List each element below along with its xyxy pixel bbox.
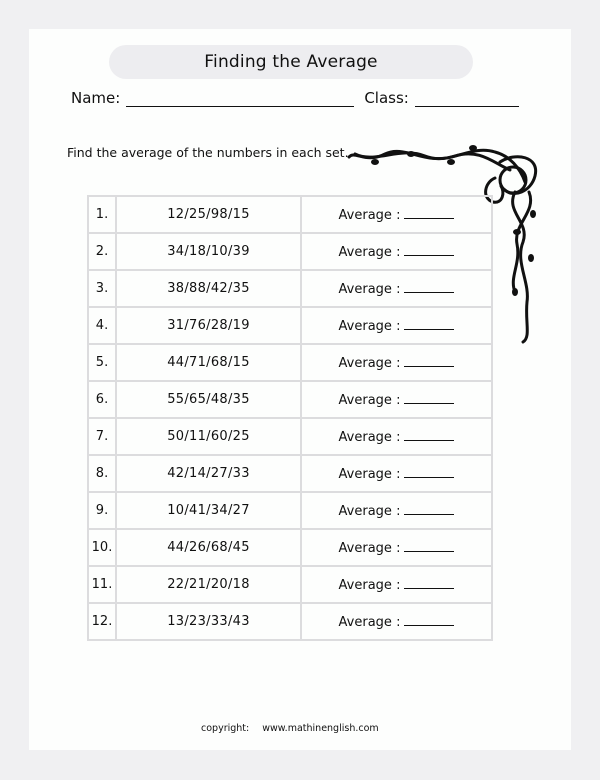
problem-number: 10. (88, 529, 116, 566)
average-label: Average : (338, 245, 401, 260)
class-label: Class: (364, 89, 409, 107)
number-set: 50/11/60/25 (116, 418, 301, 455)
table-row (88, 196, 492, 233)
number-set: 13/23/33/43 (116, 603, 301, 640)
number-set: 10/41/34/27 (116, 492, 301, 529)
title-banner (109, 45, 473, 79)
average-label: Average : (338, 467, 401, 482)
number-set: 55/65/48/35 (116, 381, 301, 418)
instructions-text: Find the average of the numbers in each set. (67, 145, 349, 160)
problem-number: 2. (88, 233, 116, 270)
table-row (88, 455, 492, 492)
problem-number: 6. (88, 381, 116, 418)
problem-number: 4. (88, 307, 116, 344)
problem-number: 8. (88, 455, 116, 492)
name-label: Name: (71, 89, 121, 107)
answer-blank[interactable] (404, 502, 454, 515)
table-row (88, 529, 492, 566)
average-cell (301, 418, 492, 455)
number-set: 44/26/68/45 (116, 529, 301, 566)
average-label: Average : (338, 430, 401, 445)
table-row (88, 233, 492, 270)
table-row (88, 307, 492, 344)
name-blank[interactable] (126, 92, 354, 107)
average-label: Average : (338, 319, 401, 334)
number-set: 42/14/27/33 (116, 455, 301, 492)
table-row (88, 492, 492, 529)
number-set: 31/76/28/19 (116, 307, 301, 344)
average-label: Average : (338, 393, 401, 408)
table-row (88, 344, 492, 381)
number-set: 38/88/42/35 (116, 270, 301, 307)
average-cell (301, 307, 492, 344)
site-link[interactable]: www.mathinenglish.com (262, 723, 379, 734)
average-cell (301, 270, 492, 307)
answer-blank[interactable] (404, 317, 454, 330)
number-set: 44/71/68/15 (116, 344, 301, 381)
name-class-row (71, 89, 519, 107)
average-label: Average : (338, 356, 401, 371)
average-label: Average : (338, 615, 401, 630)
answer-blank[interactable] (404, 391, 454, 404)
answer-blank[interactable] (404, 539, 454, 552)
answer-blank[interactable] (404, 465, 454, 478)
average-label: Average : (338, 504, 401, 519)
answer-blank[interactable] (404, 280, 454, 293)
average-label: Average : (338, 282, 401, 297)
average-label: Average : (338, 578, 401, 593)
average-cell (301, 381, 492, 418)
answer-blank[interactable] (404, 428, 454, 441)
answer-blank[interactable] (404, 576, 454, 589)
footer (201, 723, 379, 734)
average-cell (301, 603, 492, 640)
problem-number: 1. (88, 196, 116, 233)
average-cell (301, 492, 492, 529)
number-set: 12/25/98/15 (116, 196, 301, 233)
average-cell (301, 455, 492, 492)
table-row (88, 566, 492, 603)
average-cell (301, 233, 492, 270)
average-cell (301, 566, 492, 603)
problem-number: 9. (88, 492, 116, 529)
answer-blank[interactable] (404, 243, 454, 256)
table-row (88, 270, 492, 307)
page-title: Finding the Average (204, 52, 378, 72)
number-set: 34/18/10/39 (116, 233, 301, 270)
average-label: Average : (338, 208, 401, 223)
table-row (88, 603, 492, 640)
problem-number: 5. (88, 344, 116, 381)
problem-number: 7. (88, 418, 116, 455)
problem-number: 3. (88, 270, 116, 307)
answer-blank[interactable] (404, 613, 454, 626)
answer-blank[interactable] (404, 354, 454, 367)
class-blank[interactable] (415, 92, 519, 107)
average-cell (301, 344, 492, 381)
problem-number: 11. (88, 566, 116, 603)
problems-table (87, 195, 493, 641)
copyright-label: copyright: (201, 723, 250, 734)
average-cell (301, 529, 492, 566)
problem-number: 12. (88, 603, 116, 640)
answer-blank[interactable] (404, 206, 454, 219)
table-row (88, 418, 492, 455)
average-label: Average : (338, 541, 401, 556)
worksheet-page (29, 29, 571, 750)
number-set: 22/21/20/18 (116, 566, 301, 603)
average-cell (301, 196, 492, 233)
table-row (88, 381, 492, 418)
